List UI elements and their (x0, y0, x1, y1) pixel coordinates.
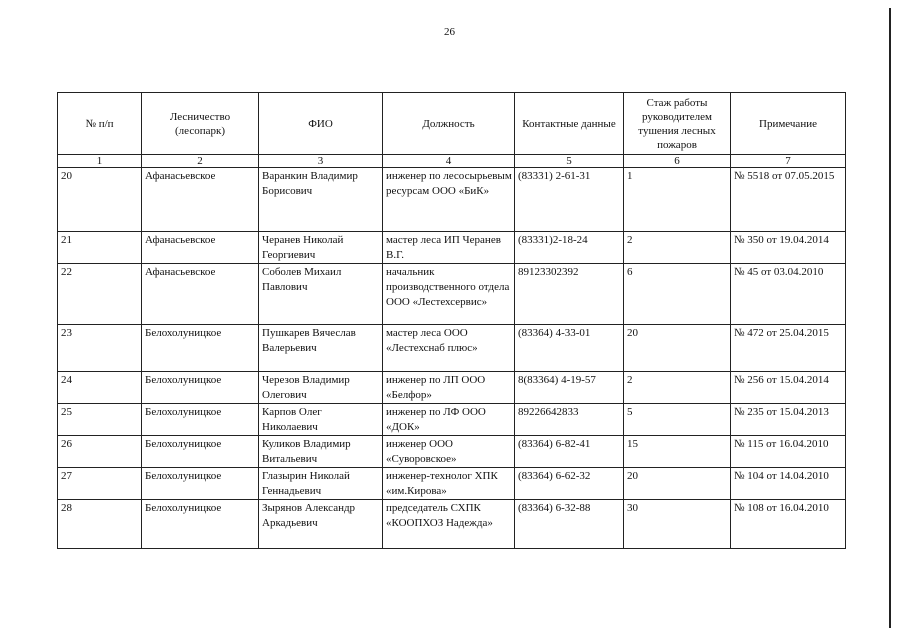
column-number: 5 (515, 155, 624, 168)
note-cell: № 256 от 15.04.2014 (731, 372, 846, 404)
table-row (58, 404, 846, 436)
forestry-cell: Белохолуницкое (142, 436, 259, 468)
position-cell: инженер по лесосырьевым ресурсам ООО «БиК» (383, 168, 515, 232)
note-cell: № 108 от 16.04.2010 (731, 500, 846, 549)
contact-cell: 8(83364) 4-19-57 (515, 372, 624, 404)
header-cell: Примечание (731, 93, 846, 155)
experience-cell: 15 (624, 436, 731, 468)
table-row (58, 436, 846, 468)
forestry-cell: Белохолуницкое (142, 325, 259, 372)
header-row (58, 93, 846, 155)
name-cell: Пушкарев Вячеслав Валерьевич (259, 325, 383, 372)
note-cell: № 350 от 19.04.2014 (731, 232, 846, 264)
name-cell: Куликов Владимир Витальевич (259, 436, 383, 468)
position-cell: инженер по ЛФ ООО «ДОК» (383, 404, 515, 436)
column-number: 2 (142, 155, 259, 168)
forestry-cell: Белохолуницкое (142, 372, 259, 404)
experience-cell: 20 (624, 325, 731, 372)
note-cell: № 472 от 25.04.2015 (731, 325, 846, 372)
note-cell: № 104 от 14.04.2010 (731, 468, 846, 500)
contact-cell: (83364) 6-62-32 (515, 468, 624, 500)
header-cell: Стаж работы руководителем тушения лесных пожаров (624, 93, 731, 155)
row-number-cell: 23 (58, 325, 142, 372)
page-number: 26 (444, 26, 455, 38)
table-row (58, 468, 846, 500)
note-cell: № 45 от 03.04.2010 (731, 264, 846, 325)
contact-cell: (83331)2-18-24 (515, 232, 624, 264)
header-cell: № п/п (58, 93, 142, 155)
contact-cell: (83364) 4-33-01 (515, 325, 624, 372)
row-number-cell: 24 (58, 372, 142, 404)
experience-cell: 5 (624, 404, 731, 436)
column-number: 4 (383, 155, 515, 168)
position-cell: председатель СХПК «КООПХОЗ Надежда» (383, 500, 515, 549)
name-cell: Черанев Николай Георгиевич (259, 232, 383, 264)
position-cell: инженер ООО «Суворовское» (383, 436, 515, 468)
position-cell: начальник производственного отдела ООО «Лестехсервис» (383, 264, 515, 325)
row-number-cell: 21 (58, 232, 142, 264)
name-cell: Черезов Владимир Олегович (259, 372, 383, 404)
row-number-cell: 27 (58, 468, 142, 500)
experience-cell: 6 (624, 264, 731, 325)
column-number: 1 (58, 155, 142, 168)
row-number-cell: 26 (58, 436, 142, 468)
experience-cell: 2 (624, 232, 731, 264)
table-row (58, 500, 846, 549)
name-cell: Варанкин Владимир Борисович (259, 168, 383, 232)
header-cell: Контактные данные (515, 93, 624, 155)
forestry-cell: Белохолуницкое (142, 500, 259, 549)
contact-cell: 89123302392 (515, 264, 624, 325)
table-row (58, 232, 846, 264)
experience-cell: 30 (624, 500, 731, 549)
forestry-cell: Афанасьевское (142, 232, 259, 264)
header-cell: ФИО (259, 93, 383, 155)
table-row (58, 168, 846, 232)
forestry-cell: Афанасьевское (142, 168, 259, 232)
forestry-cell: Афанасьевское (142, 264, 259, 325)
row-number-cell: 25 (58, 404, 142, 436)
name-cell: Глазырин Николай Геннадьевич (259, 468, 383, 500)
header-cell: Должность (383, 93, 515, 155)
column-number: 7 (731, 155, 846, 168)
scan-edge-line (889, 8, 891, 628)
table-row (58, 264, 846, 325)
row-number-cell: 20 (58, 168, 142, 232)
forestry-cell: Белохолуницкое (142, 404, 259, 436)
table-row (58, 372, 846, 404)
name-cell: Зырянов Александр Аркадьевич (259, 500, 383, 549)
position-cell: мастер леса ООО «Лестехснаб плюс» (383, 325, 515, 372)
forestry-cell: Белохолуницкое (142, 468, 259, 500)
row-number-cell: 28 (58, 500, 142, 549)
header-cell: Лесничество (лесопарк) (142, 93, 259, 155)
table-row (58, 325, 846, 372)
contact-cell: (83364) 6-82-41 (515, 436, 624, 468)
note-cell: № 5518 от 07.05.2015 (731, 168, 846, 232)
column-number: 6 (624, 155, 731, 168)
fire-chief-roster-table (57, 92, 846, 549)
column-number-row (58, 155, 846, 168)
contact-cell: 89226642833 (515, 404, 624, 436)
contact-cell: (83331) 2-61-31 (515, 168, 624, 232)
name-cell: Карпов Олег Николаевич (259, 404, 383, 436)
experience-cell: 20 (624, 468, 731, 500)
row-number-cell: 22 (58, 264, 142, 325)
position-cell: мастер леса ИП Черанев В.Г. (383, 232, 515, 264)
column-number: 3 (259, 155, 383, 168)
experience-cell: 2 (624, 372, 731, 404)
contact-cell: (83364) 6-32-88 (515, 500, 624, 549)
position-cell: инженер по ЛП ООО «Белфор» (383, 372, 515, 404)
note-cell: № 115 от 16.04.2010 (731, 436, 846, 468)
position-cell: инженер-технолог ХПК «им.Кирова» (383, 468, 515, 500)
experience-cell: 1 (624, 168, 731, 232)
note-cell: № 235 от 15.04.2013 (731, 404, 846, 436)
name-cell: Соболев Михаил Павлович (259, 264, 383, 325)
